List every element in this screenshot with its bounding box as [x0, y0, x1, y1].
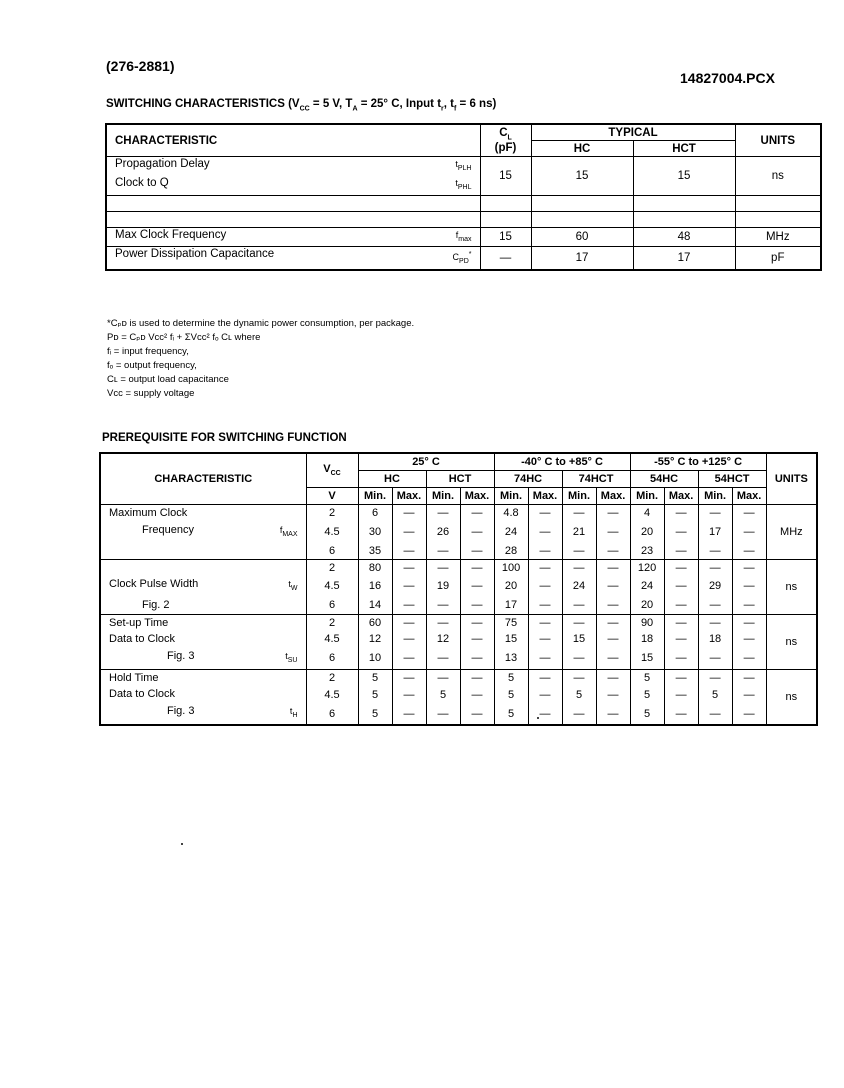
- cell-value: —: [664, 522, 698, 543]
- row-label: [100, 543, 306, 560]
- table-row: [106, 227, 821, 247]
- cell-units: MHz: [766, 505, 817, 560]
- cell-value: 5: [630, 669, 664, 686]
- cell-value: 30: [358, 522, 392, 543]
- cell-value: —: [732, 631, 766, 648]
- header-typical: TYPICAL: [531, 124, 735, 141]
- header-max: Max.: [596, 488, 630, 505]
- header-characteristic: CHARACTERISTIC: [106, 124, 480, 157]
- cell-cl: —: [480, 247, 531, 270]
- cell-value: —: [732, 543, 766, 560]
- row-label: Max Clock Frequency $f_{max}$: [106, 227, 480, 247]
- cell-value: 90: [630, 614, 664, 631]
- cell-value: —: [426, 614, 460, 631]
- cell-value: —: [392, 614, 426, 631]
- cell-value: —: [664, 597, 698, 614]
- cell-value: —: [698, 559, 732, 576]
- header-units: UNITS: [735, 124, 821, 157]
- cell-value: 4.8: [494, 505, 528, 522]
- row-label: Clock Pulse Width $t_W$: [100, 576, 306, 597]
- cell-value: 5: [426, 686, 460, 703]
- footnote: Vᴄᴄ = supply voltage: [107, 388, 195, 399]
- cell-hct: 17: [633, 247, 735, 270]
- cell-value: —: [528, 597, 562, 614]
- cell-value: —: [460, 703, 494, 725]
- cell-value: 23: [630, 543, 664, 560]
- cell-vcc: 4.5: [306, 631, 358, 648]
- cell-value: —: [426, 669, 460, 686]
- cell-value: —: [596, 686, 630, 703]
- header-hct: HCT: [426, 471, 494, 488]
- row-label: Data to Clock: [100, 631, 306, 648]
- table-row: [100, 576, 817, 597]
- header-hct: HCT: [633, 141, 735, 157]
- cell-value: 100: [494, 559, 528, 576]
- cell-value: —: [596, 703, 630, 725]
- cell-value: 12: [358, 631, 392, 648]
- cell-value: —: [392, 576, 426, 597]
- cell-value: —: [392, 631, 426, 648]
- cell-cl: 15: [480, 227, 531, 247]
- row-label: Set-up Time: [100, 614, 306, 631]
- cell-value: —: [460, 686, 494, 703]
- cell-value: —: [698, 543, 732, 560]
- cell-units: MHz: [735, 227, 821, 247]
- table-row: [100, 559, 817, 576]
- cell-value: —: [460, 597, 494, 614]
- table-row: [100, 505, 817, 522]
- cell-value: —: [596, 669, 630, 686]
- cell-value: —: [426, 543, 460, 560]
- header-max: Max.: [732, 488, 766, 505]
- cell-value: —: [664, 576, 698, 597]
- cell-value: 14: [358, 597, 392, 614]
- header-74hc: 74HC: [494, 471, 562, 488]
- cell-value: —: [664, 703, 698, 725]
- cell-value: —: [528, 559, 562, 576]
- cell-value: —: [392, 669, 426, 686]
- cell-value: —: [664, 614, 698, 631]
- row-label: Fig. 2: [100, 597, 306, 614]
- footnote: *Cₚᴅ is used to determine the dynamic power consumption, per package.: [107, 318, 415, 329]
- cell-value: 24: [562, 576, 596, 597]
- header-min: Min.: [562, 488, 596, 505]
- header-cl: $C_L$ (pF): [480, 124, 531, 157]
- cell-hc: 15: [531, 157, 633, 196]
- header-max: Max.: [664, 488, 698, 505]
- cell-value: —: [664, 559, 698, 576]
- cell-value: —: [426, 703, 460, 725]
- cell-value: —: [392, 648, 426, 670]
- cell-units: ns: [766, 559, 817, 614]
- cell-value: —: [460, 559, 494, 576]
- header-min: Min.: [494, 488, 528, 505]
- cell-value: 15: [494, 631, 528, 648]
- switching-characteristics-table: [105, 123, 822, 271]
- cell-value: —: [562, 703, 596, 725]
- cell-value: 5: [358, 686, 392, 703]
- header-min: Min.: [630, 488, 664, 505]
- cell-value: —: [460, 543, 494, 560]
- cell-value: —: [528, 648, 562, 670]
- cell-value: —: [528, 614, 562, 631]
- cell-value: —: [528, 669, 562, 686]
- cell-value: —: [596, 597, 630, 614]
- header-max: Max.: [528, 488, 562, 505]
- cell-value: —: [596, 631, 630, 648]
- cell-value: —: [664, 631, 698, 648]
- table-row: [100, 703, 817, 725]
- prerequisite-heading: PREREQUISITE FOR SWITCHING FUNCTION: [102, 432, 347, 444]
- cell-value: —: [596, 648, 630, 670]
- cell-cl: 15: [480, 157, 531, 196]
- cell-value: —: [392, 543, 426, 560]
- table-row: [100, 597, 817, 614]
- cell-value: —: [732, 614, 766, 631]
- cell-vcc: 2: [306, 505, 358, 522]
- cell-value: —: [562, 543, 596, 560]
- cell-value: —: [528, 505, 562, 522]
- cell-value: 15: [630, 648, 664, 670]
- cell-vcc: 4.5: [306, 522, 358, 543]
- cell-value: —: [426, 597, 460, 614]
- cell-value: —: [596, 614, 630, 631]
- row-label: Data to Clock: [100, 686, 306, 703]
- cell-value: —: [460, 522, 494, 543]
- cell-value: 5: [494, 669, 528, 686]
- cell-value: 35: [358, 543, 392, 560]
- cell-value: —: [562, 597, 596, 614]
- header-units: UNITS: [766, 453, 817, 505]
- row-label: Fig. 3 $t_{SU}$: [100, 648, 306, 670]
- cell-value: —: [698, 614, 732, 631]
- cell-value: 5: [358, 703, 392, 725]
- empty-row: [106, 195, 821, 211]
- cell-value: 17: [494, 597, 528, 614]
- table-row: [100, 648, 817, 670]
- cell-value: —: [596, 576, 630, 597]
- cell-value: —: [460, 614, 494, 631]
- cell-value: —: [732, 703, 766, 725]
- cell-value: —: [664, 505, 698, 522]
- cell-value: 6: [358, 505, 392, 522]
- cell-value: —: [596, 543, 630, 560]
- cell-value: —: [698, 648, 732, 670]
- cell-value: —: [664, 669, 698, 686]
- cell-value: —: [732, 597, 766, 614]
- cell-value: —: [698, 505, 732, 522]
- cell-value: 5: [630, 686, 664, 703]
- cell-value: 15: [562, 631, 596, 648]
- cell-value: —: [732, 522, 766, 543]
- cell-value: 20: [494, 576, 528, 597]
- table-row: [106, 157, 821, 196]
- cell-value: —: [596, 559, 630, 576]
- row-label: Hold Time: [100, 669, 306, 686]
- row-label: Frequency $f_{MAX}$: [100, 522, 306, 543]
- header-max: Max.: [392, 488, 426, 505]
- cell-units: ns: [766, 614, 817, 669]
- cell-value: —: [528, 576, 562, 597]
- cell-value: —: [664, 648, 698, 670]
- cell-hct: 15: [633, 157, 735, 196]
- cell-value: —: [460, 576, 494, 597]
- cell-value: —: [460, 648, 494, 670]
- table-row: [106, 247, 821, 270]
- cell-value: —: [460, 505, 494, 522]
- cell-value: 10: [358, 648, 392, 670]
- header-85c: -40° C to +85° C: [494, 453, 630, 471]
- row-label: Power Dissipation Capacitance $C_{PD}^*$: [106, 247, 480, 270]
- header-vcc: $V_{CC}$: [306, 453, 358, 488]
- cell-value: —: [528, 522, 562, 543]
- table-row: [100, 686, 817, 703]
- prerequisite-table: [99, 452, 818, 726]
- cell-value: 75: [494, 614, 528, 631]
- file-name: 14827004.PCX: [680, 70, 775, 86]
- row-label: Maximum Clock: [100, 505, 306, 522]
- cell-value: 20: [630, 597, 664, 614]
- footnote: fₒ = output frequency,: [107, 360, 197, 371]
- cell-vcc: 2: [306, 614, 358, 631]
- cell-value: —: [392, 686, 426, 703]
- footnote: Cʟ = output load capacitance: [107, 374, 229, 385]
- cell-value: —: [562, 505, 596, 522]
- header-hc: HC: [531, 141, 633, 157]
- cell-value: —: [426, 648, 460, 670]
- cell-value: 18: [698, 631, 732, 648]
- cell-value: —: [392, 597, 426, 614]
- cell-value: —: [596, 505, 630, 522]
- cell-value: —: [698, 669, 732, 686]
- cell-value: —: [562, 614, 596, 631]
- header-min: Min.: [358, 488, 392, 505]
- cell-vcc: 6: [306, 597, 358, 614]
- cell-value: —: [426, 505, 460, 522]
- cell-value: —: [392, 505, 426, 522]
- cell-value: —: [664, 686, 698, 703]
- scan-speck: [537, 717, 539, 719]
- cell-value: 5: [358, 669, 392, 686]
- cell-value: —: [732, 559, 766, 576]
- table-row: [100, 522, 817, 543]
- cell-value: —: [596, 522, 630, 543]
- cell-value: 5: [630, 703, 664, 725]
- table-row: [100, 614, 817, 631]
- cell-value: —: [732, 505, 766, 522]
- header-min: Min.: [426, 488, 460, 505]
- cell-vcc: 2: [306, 669, 358, 686]
- cell-value: —: [732, 648, 766, 670]
- cell-value: —: [528, 703, 562, 725]
- header-54hct: 54HCT: [698, 471, 766, 488]
- cell-value: 5: [494, 703, 528, 725]
- cell-value: —: [426, 559, 460, 576]
- cell-vcc: 6: [306, 703, 358, 725]
- cell-value: —: [562, 669, 596, 686]
- cell-value: —: [460, 669, 494, 686]
- cell-units: pF: [735, 247, 821, 270]
- cell-hct: 48: [633, 227, 735, 247]
- scan-speck: [181, 843, 183, 845]
- cell-value: —: [732, 576, 766, 597]
- cell-value: 12: [426, 631, 460, 648]
- cell-value: 29: [698, 576, 732, 597]
- cell-value: —: [528, 631, 562, 648]
- cell-value: 24: [494, 522, 528, 543]
- cell-vcc: 4.5: [306, 576, 358, 597]
- cell-value: —: [732, 686, 766, 703]
- header-25c: 25° C: [358, 453, 494, 471]
- cell-value: 28: [494, 543, 528, 560]
- cell-value: 120: [630, 559, 664, 576]
- cell-vcc: 2: [306, 559, 358, 576]
- cell-vcc: 6: [306, 648, 358, 670]
- cell-value: 19: [426, 576, 460, 597]
- cell-value: —: [562, 648, 596, 670]
- cell-value: 16: [358, 576, 392, 597]
- header-max: Max.: [460, 488, 494, 505]
- cell-value: —: [528, 543, 562, 560]
- switching-characteristics-heading: SWITCHING CHARACTERISTICS ($V_{CC} = 5$ V, $T_A = 25^\circ$ C, Input $t_r$, $t_f = 6$ ns): [106, 98, 497, 113]
- cell-value: —: [460, 631, 494, 648]
- footnote: fᵢ = input frequency,: [107, 346, 189, 357]
- cell-value: —: [528, 686, 562, 703]
- cell-value: 26: [426, 522, 460, 543]
- row-label: [100, 559, 306, 576]
- cell-value: 80: [358, 559, 392, 576]
- header-74hct: 74HCT: [562, 471, 630, 488]
- cell-value: —: [698, 597, 732, 614]
- cell-value: 13: [494, 648, 528, 670]
- cell-vcc: 6: [306, 543, 358, 560]
- cell-hc: 60: [531, 227, 633, 247]
- cell-value: —: [392, 559, 426, 576]
- cell-value: 17: [698, 522, 732, 543]
- cell-vcc: 4.5: [306, 686, 358, 703]
- header-125c: -55° C to +125° C: [630, 453, 766, 471]
- cell-value: 21: [562, 522, 596, 543]
- footnotes: [107, 317, 414, 401]
- cell-value: 60: [358, 614, 392, 631]
- cell-units: ns: [766, 669, 817, 725]
- table-row: [100, 631, 817, 648]
- cell-hc: 17: [531, 247, 633, 270]
- footnote: Pᴅ = Cₚᴅ Vᴄᴄ² fᵢ + ΣVᴄᴄ² fₒ Cʟ where: [107, 332, 261, 343]
- header-54hc: 54HC: [630, 471, 698, 488]
- cell-value: 20: [630, 522, 664, 543]
- part-number: (276-2881): [106, 58, 175, 74]
- cell-value: —: [698, 703, 732, 725]
- cell-value: 5: [698, 686, 732, 703]
- cell-value: —: [562, 559, 596, 576]
- header-characteristic: CHARACTERISTIC: [100, 453, 306, 505]
- row-label: Fig. 3 $t_H$: [100, 703, 306, 725]
- cell-units: ns: [735, 157, 821, 196]
- table-row: [100, 543, 817, 560]
- cell-value: —: [664, 543, 698, 560]
- header-vcc-unit: V: [306, 488, 358, 505]
- header-min: Min.: [698, 488, 732, 505]
- cell-value: —: [392, 703, 426, 725]
- cell-value: 5: [494, 686, 528, 703]
- cell-value: —: [392, 522, 426, 543]
- row-label: Propagation Delay $t_{PLH}$ Clock to Q $t_{PHL}$: [106, 157, 480, 196]
- cell-value: 24: [630, 576, 664, 597]
- cell-value: 5: [562, 686, 596, 703]
- header-hc: HC: [358, 471, 426, 488]
- cell-value: —: [732, 669, 766, 686]
- cell-value: 4: [630, 505, 664, 522]
- table-row: [100, 669, 817, 686]
- empty-row: [106, 211, 821, 227]
- cell-value: 18: [630, 631, 664, 648]
